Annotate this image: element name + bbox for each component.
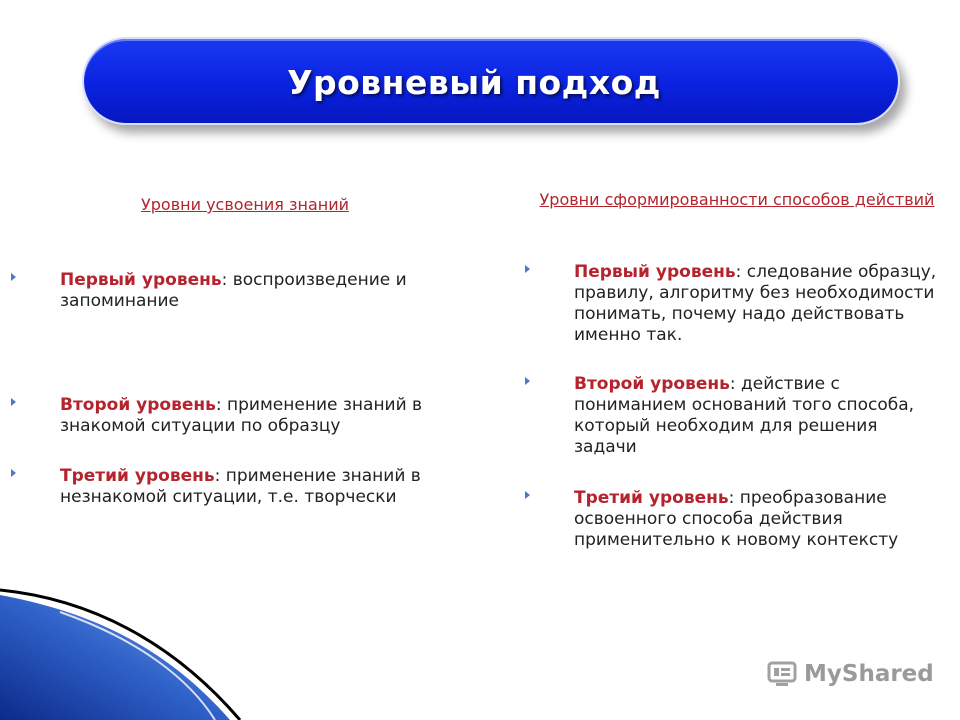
right-item-2 [574,374,944,458]
right-item-3 [574,488,944,551]
watermark [766,656,934,692]
bullet-arrow-icon [11,469,16,477]
bullet-arrow-icon [525,491,530,499]
left-item-2-text: применение знаний в знакомой ситуации по образцу [60,395,423,436]
right-item-2-text: действие с пониманием оснований того способа, который необходим для решения задачи [574,374,915,457]
bullet-arrow-icon [525,265,530,273]
left-item-3-sep: : [214,466,221,486]
left-item-1-text: воспроизведение и запоминание [60,270,407,311]
bullet-arrow-icon [11,398,16,406]
left-item-3-label: Третий уровень [60,466,215,486]
left-item-1-label: Первый уровень [60,270,222,290]
right-item-3-text: преобразование освоенного способа действия применительно к новому контексту [574,488,899,550]
presentation-board-icon [766,658,798,690]
slide-title: Уровневый подход [287,63,661,102]
watermark-text: MyShared [804,661,934,687]
left-item-2-label: Второй уровень [60,395,216,415]
left-item-2-sep: : [215,395,222,415]
right-column-header: Уровни сформированности способов действий [539,190,935,209]
right-item-1-sep: : [735,262,742,282]
left-item-1-sep: : [221,270,228,290]
left-item-3 [60,466,480,508]
left-item-3-text: применение знаний в незнакомой ситуации, т.е. творчески [60,466,421,507]
right-item-2-sep: : [729,374,736,394]
bullet-arrow-icon [11,273,16,281]
right-item-1-text: следование образцу, правилу, алгоритму без необходимости понимать, почему надо действовать именно так. [574,262,937,345]
right-item-1 [574,262,944,346]
right-item-3-label: Третий уровень [574,488,729,508]
title-banner [82,37,900,125]
left-item-1 [60,270,480,312]
left-column-header: Уровни усвоения знаний [141,195,349,214]
bullet-arrow-icon [525,377,530,385]
right-item-2-label: Второй уровень [574,374,730,394]
left-item-2 [60,395,480,437]
right-item-3-sep: : [728,488,735,508]
right-item-1-label: Первый уровень [574,262,736,282]
